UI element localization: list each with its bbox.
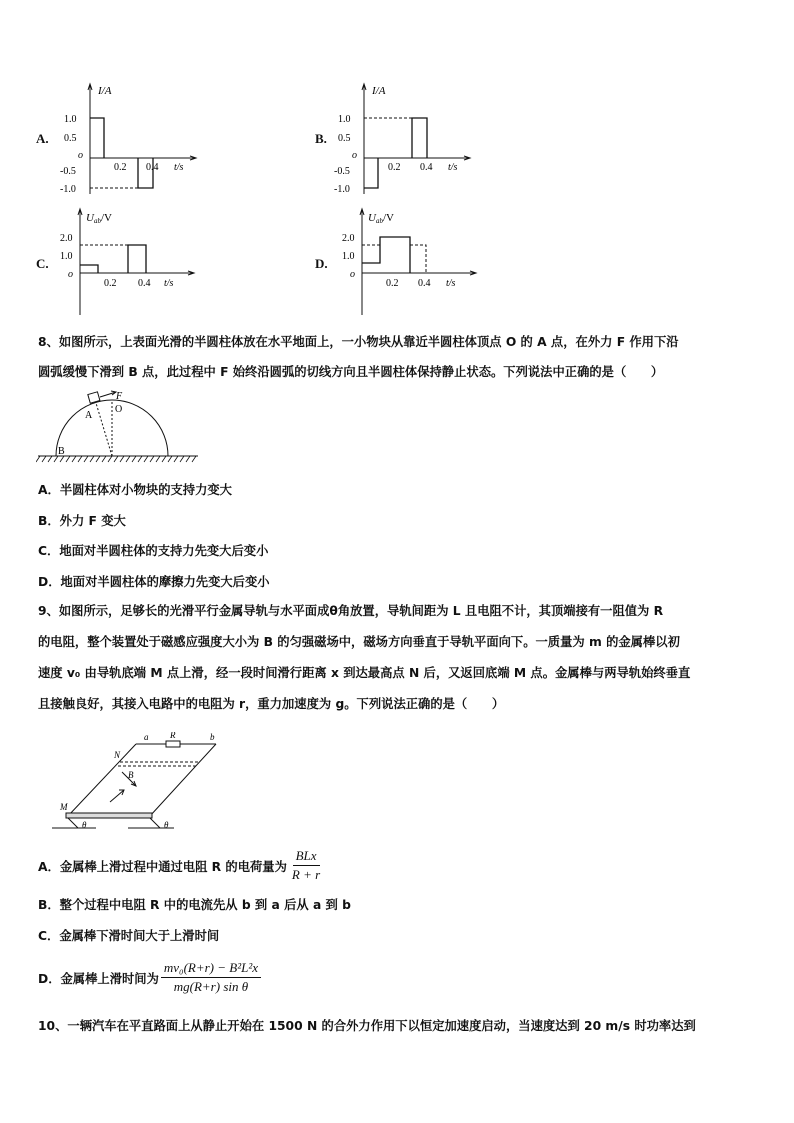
graph-a-ytick-05: 0.5 — [64, 133, 77, 144]
q9-fig-m: M — [60, 802, 68, 812]
q9-option-d-denominator: mg(R+r) sin θ — [173, 979, 249, 994]
q9-option-a — [38, 848, 323, 883]
graph-a-ytick-m1: -1.0 — [60, 184, 76, 195]
graph-a — [56, 82, 206, 200]
option-a-letter: A. — [36, 131, 49, 146]
q9-option-d-fraction — [161, 960, 261, 995]
graph-b-xtick-02: 0.2 — [388, 162, 401, 173]
graph-b-ytick-05: 0.5 — [338, 133, 351, 144]
q9-fig-r: R — [170, 732, 176, 740]
q9-stem-line4: 且接触良好，其接入电路中的电阻为 r，重力加速度为 g。下列说法正确的是（ ） — [38, 697, 505, 711]
q8-figure — [36, 390, 202, 466]
q9-stem-line2: 的电阻，整个装置处于磁感应强度大小为 B 的匀强磁场中，磁场方向垂直于导轨平面向下。一质量为 m 的金属棒以初 — [38, 635, 680, 649]
q9-option-c: C．金属棒下滑时间大于上滑时间 — [38, 929, 220, 943]
q8-fig-a: A — [85, 410, 93, 421]
q9-option-d-text: D．金属棒上滑时间为 — [38, 971, 159, 986]
q9-fig-n: N — [114, 750, 121, 760]
q9-fig-theta1: θ — [82, 820, 87, 830]
graph-b-xtick-04: 0.4 — [420, 162, 433, 173]
option-c-letter: C. — [36, 256, 49, 271]
graph-a-xlabel: t/s — [174, 162, 184, 173]
graph-a-ytick-1: 1.0 — [64, 114, 77, 125]
graph-c-xtick-02: 0.2 — [104, 278, 117, 289]
q8-fig-b: B — [58, 446, 65, 457]
graph-d-xtick-02: 0.2 — [386, 278, 399, 289]
graph-d-ytick-1: 1.0 — [342, 251, 355, 262]
graph-c-xtick-04: 0.4 — [138, 278, 151, 289]
graph-c — [56, 205, 206, 317]
q8-option-d: D．地面对半圆柱体的摩擦力先变大后变小 — [38, 575, 270, 589]
graph-c-ylabel: Uab/V — [86, 212, 112, 225]
q9-option-a-text: A．金属棒上滑过程中通过电阻 R 的电荷量为 — [38, 859, 287, 874]
graph-c-xlabel: t/s — [164, 278, 174, 289]
q9-option-d — [38, 960, 261, 995]
graph-d-xtick-04: 0.4 — [418, 278, 431, 289]
q9-option-a-fraction — [289, 848, 323, 883]
q8-stem-line1: 8、如图所示，上表面光滑的半圆柱体放在水平地面上，一小物块从靠近半圆柱体顶点 O 的 A 点，在外力 F 作用下沿 — [38, 335, 679, 349]
q8-stem-line2: 圆弧缓慢下滑到 B 点，此过程中 F 始终沿圆弧的切线方向且半圆柱体保持静止状态。下列说法中正确的是（ ） — [38, 365, 664, 379]
graph-a-xtick-04: 0.4 — [146, 162, 159, 173]
graph-b-ytick-m05: -0.5 — [334, 166, 350, 177]
q8-option-a: A．半圆柱体对小物块的支持力变大 — [38, 483, 232, 497]
q9-option-d-numerator: mv₀(R+r) − B²L²x — [161, 960, 261, 978]
graph-c-ytick-2: 2.0 — [60, 233, 73, 244]
q9-fig-theta2: θ — [164, 820, 169, 830]
q9-figure — [48, 732, 228, 836]
q9-option-a-numerator: BLx — [293, 848, 320, 866]
q8-option-b: B．外力 F 变大 — [38, 514, 126, 528]
graph-b-origin: o — [352, 150, 357, 161]
q9-fig-bfield: B — [128, 770, 134, 780]
graph-d-xlabel: t/s — [446, 278, 456, 289]
graph-b-ylabel: I/A — [372, 85, 386, 97]
q9-stem-line3: 速度 v₀ 由导轨底端 M 点上滑，经一段时间滑行距离 x 到达最高点 N 后，又返回底端 M 点。金属棒与两导轨始终垂直 — [38, 666, 691, 680]
graph-d-ylabel: Uab/V — [368, 212, 394, 225]
graph-d-origin: o — [350, 269, 355, 280]
q9-option-a-denominator: R + r — [291, 867, 321, 882]
graph-b — [330, 82, 480, 200]
q9-fig-b: b — [210, 732, 215, 742]
q8-option-c: C．地面对半圆柱体的支持力先变大后变小 — [38, 544, 269, 558]
option-b-letter: B. — [315, 131, 327, 146]
graph-b-ytick-m1: -1.0 — [334, 184, 350, 195]
graph-c-origin: o — [68, 269, 73, 280]
q9-fig-a: a — [144, 732, 149, 742]
graph-a-origin: o — [78, 150, 83, 161]
q8-fig-f: F — [116, 391, 123, 402]
q9-option-b: B．整个过程中电阻 R 中的电流先从 b 到 a 后从 a 到 b — [38, 898, 351, 912]
graph-b-ytick-1: 1.0 — [338, 114, 351, 125]
graph-a-ylabel: I/A — [98, 85, 112, 97]
q9-stem-line1: 9、如图所示，足够长的光滑平行金属导轨与水平面成θ角放置，导轨间距为 L 且电阻不计，其顶端接有一阻值为 R — [38, 604, 664, 618]
graph-a-xtick-02: 0.2 — [114, 162, 127, 173]
q10-stem-line1: 10、一辆汽车在平直路面上从静止开始在 1500 N 的合外力作用下以恒定加速度启动，当速度达到 20 m/s 时功率达到 — [38, 1019, 696, 1033]
option-d-letter: D. — [315, 256, 328, 271]
graph-b-xlabel: t/s — [448, 162, 458, 173]
graph-d — [338, 205, 488, 317]
q8-fig-o: O — [115, 404, 123, 415]
graph-a-ytick-m05: -0.5 — [60, 166, 76, 177]
graph-c-ytick-1: 1.0 — [60, 251, 73, 262]
graph-d-ytick-2: 2.0 — [342, 233, 355, 244]
